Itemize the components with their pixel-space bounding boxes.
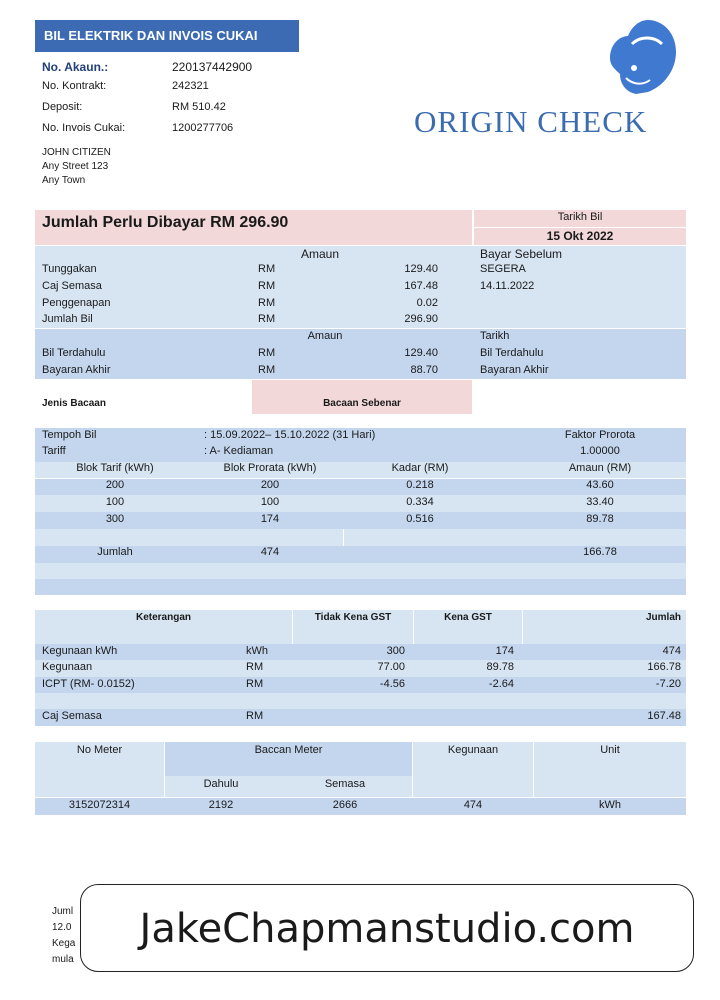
bill-date: 15 Okt 2022 — [546, 229, 614, 243]
tariff-spacer-band — [35, 579, 686, 595]
arrears-cur: RM — [258, 263, 276, 275]
previous-bill-amount: 129.40 — [404, 347, 438, 359]
bill-date-label: Tarikh Bil — [557, 211, 603, 223]
amount-header: Amaun — [300, 247, 340, 261]
meter-number: 3152072314 — [68, 799, 131, 811]
tariff-cell: 200 — [105, 479, 125, 491]
arrears-label: Tunggakan — [42, 263, 97, 275]
contract-number-value: 242321 — [172, 80, 209, 92]
bill-title: BIL ELEKTRIK DAN INVOIS CUKAI — [35, 20, 299, 52]
gst-cell: RM — [246, 661, 264, 673]
tariff-cell: 89.78 — [586, 513, 614, 525]
tariff-cell: 0.334 — [406, 496, 434, 508]
billing-period-label: Tempoh Bil — [42, 429, 97, 441]
tariff-cell: 174 — [260, 513, 280, 525]
gst-cell: -4.56 — [379, 678, 405, 690]
deposit-row — [42, 101, 226, 113]
tariff-total-amount: 166.78 — [583, 546, 617, 558]
gst-cell: -2.64 — [488, 678, 514, 690]
tariff-spacer-band — [35, 529, 686, 546]
deposit-value: RM 510.42 — [172, 101, 226, 113]
gst-cell: Kegunaan — [42, 661, 93, 673]
current-charge-amount: 167.48 — [404, 280, 438, 292]
footer-line: Juml — [52, 906, 74, 917]
contract-number-row — [42, 80, 209, 92]
watermark-banner: JakeChapmanstudio.com — [80, 884, 694, 972]
tax-invoice-value: 1200277706 — [172, 122, 234, 134]
last-payment-amount: 88.70 — [410, 364, 438, 376]
gst-col-total: Jumlah — [645, 612, 681, 623]
tariff-total-kwh: 474 — [260, 546, 280, 558]
amount-due: Jumlah Perlu Dibayar RM 296.90 — [42, 214, 289, 231]
tariff-total-label: Jumlah — [97, 546, 133, 558]
current-charge-total: 167.48 — [647, 710, 681, 722]
meter-col-no: No Meter — [76, 744, 123, 756]
pay-before-now: SEGERA — [480, 263, 526, 275]
tariff-spacer-band — [35, 563, 686, 579]
date-header: Tarikh — [480, 330, 510, 342]
address-line-2: Any Town — [42, 175, 86, 186]
tariff-cell: 0.516 — [406, 513, 434, 525]
gst-cell: 89.78 — [486, 661, 514, 673]
gst-col-no-gst: Tidak Kena GST — [314, 612, 392, 623]
meter-col-current: Semasa — [324, 778, 366, 790]
footer-line: Kega — [52, 938, 76, 949]
meter-col-reading: Baccan Meter — [254, 744, 323, 756]
gst-cell: -7.20 — [655, 678, 681, 690]
footer-line: mula — [52, 954, 74, 965]
total-bill-label: Jumlah Bil — [42, 313, 93, 325]
arrears-amount: 129.40 — [404, 263, 438, 275]
account-number-row — [42, 60, 253, 74]
pay-before-label: Bayar Sebelum — [480, 247, 563, 261]
reading-type-label: Jenis Bacaan — [42, 398, 106, 409]
previous-bill-label: Bil Terdahulu — [42, 347, 106, 359]
tariff-label: Tariff — [42, 445, 66, 457]
current-charge-label: Caj Semasa — [42, 280, 102, 292]
tariff-col-rate: Kadar (RM) — [391, 462, 449, 474]
current-charge-total-label: Caj Semasa — [42, 710, 102, 722]
tariff-cell: 33.40 — [586, 496, 614, 508]
address-line-1: Any Street 123 — [42, 161, 109, 172]
tariff-cell: 300 — [105, 513, 125, 525]
current-charge-total-cur: RM — [246, 710, 264, 722]
logo-text: ORIGIN CHECK — [414, 104, 648, 139]
tariff-col-prorata: Blok Prorata (kWh) — [223, 462, 317, 474]
gst-cell: 474 — [662, 645, 681, 657]
gst-cell: kWh — [246, 645, 268, 657]
contract-number-label: No. Kontrakt: — [42, 80, 107, 92]
current-charge-cur: RM — [258, 280, 276, 292]
previous-bill-date: Bil Terdahulu — [480, 347, 544, 359]
meter-col-unit: Unit — [600, 744, 620, 756]
gst-cell: 166.78 — [647, 661, 681, 673]
tariff-col-amount: Amaun (RM) — [568, 462, 632, 474]
prorate-factor: 1.00000 — [580, 445, 620, 457]
amount-header-2: Amaun — [307, 330, 343, 342]
tariff-divider — [343, 529, 344, 546]
tariff-col-block: Blok Tarif (kWh) — [76, 462, 154, 474]
reading-type: Bacaan Sebenar — [252, 380, 472, 414]
prorate-factor-label: Faktor Prorota — [564, 429, 636, 441]
tariff-cell: 0.218 — [406, 479, 434, 491]
logo-icon — [596, 14, 682, 100]
account-number-value: 220137442900 — [172, 60, 253, 74]
tax-invoice-row — [42, 122, 234, 134]
pay-before-date: 14.11.2022 — [480, 280, 535, 292]
rounding-amount: 0.02 — [416, 297, 438, 309]
meter-unit: kWh — [599, 799, 621, 811]
tax-invoice-label: No. Invois Cukai: — [42, 122, 126, 134]
meter-col-usage: Kegunaan — [447, 744, 499, 756]
tariff-cell: 200 — [260, 479, 280, 491]
previous-bill-cur: RM — [258, 347, 276, 359]
last-payment-label: Bayaran Akhir — [42, 364, 111, 376]
total-bill-cur: RM — [258, 313, 276, 325]
gst-cell: RM — [246, 678, 264, 690]
rounding-cur: RM — [258, 297, 276, 309]
account-number-label: No. Akaun.: — [42, 60, 109, 74]
footer-line: 12.0 — [52, 922, 72, 933]
gst-col-gst: Kena GST — [444, 612, 492, 623]
gst-cell: 300 — [386, 645, 405, 657]
footer-note — [52, 904, 75, 968]
gst-col-desc: Keterangan — [135, 612, 191, 623]
meter-col-previous: Dahulu — [203, 778, 239, 790]
meter-current: 2666 — [332, 799, 358, 811]
gst-row-band — [35, 693, 686, 709]
meter-previous: 2192 — [208, 799, 234, 811]
total-bill-amount: 296.90 — [404, 313, 438, 325]
gst-cell: Kegunaan kWh — [42, 645, 118, 657]
last-payment-date: Bayaran Akhir — [480, 364, 549, 376]
gst-cell: 174 — [495, 645, 514, 657]
tariff-cell: 100 — [105, 496, 125, 508]
customer-name: JOHN CITIZEN — [42, 147, 111, 158]
billing-period: : 15.09.2022– 15.10.2022 (31 Hari) — [204, 429, 376, 441]
gst-cell: ICPT (RM- 0.0152) — [42, 678, 135, 690]
customer-address — [42, 146, 111, 188]
last-payment-cur: RM — [258, 364, 276, 376]
tariff-value: : A- Kediaman — [204, 445, 274, 457]
tariff-cell: 100 — [260, 496, 280, 508]
gst-cell: 77.00 — [377, 661, 405, 673]
rounding-label: Penggenapan — [42, 297, 111, 309]
meter-usage: 474 — [463, 799, 483, 811]
deposit-label: Deposit: — [42, 101, 83, 113]
tariff-cell: 43.60 — [586, 479, 614, 491]
